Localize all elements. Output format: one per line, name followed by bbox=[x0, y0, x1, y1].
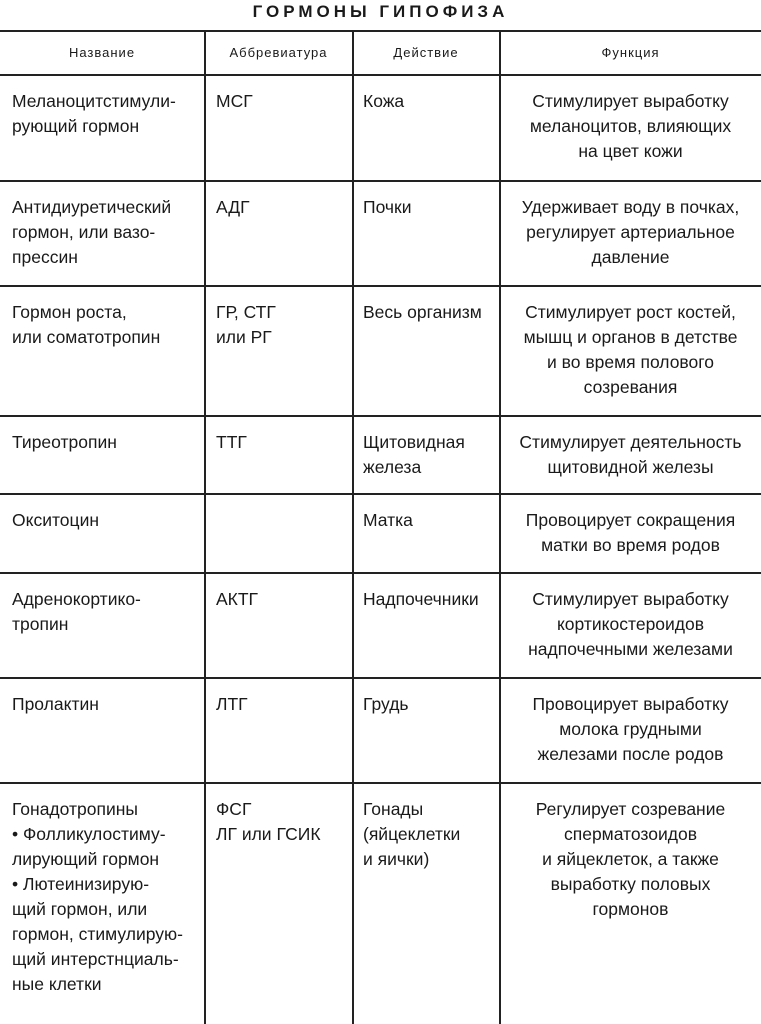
cell-name: Тиреотропин bbox=[12, 432, 117, 452]
cell-function: Провоцирует выработку молока грудными железами после родов bbox=[532, 694, 729, 764]
cell-function: Стимулирует выработку кортикостероидов надпочечными железами bbox=[528, 589, 733, 659]
page-title: ГОРМОНЫ ГИПОФИЗА bbox=[252, 2, 509, 21]
cell-action: Почки bbox=[363, 197, 412, 217]
header-name: Название bbox=[68, 44, 136, 60]
header-function: Функция bbox=[601, 44, 660, 60]
cell-name: Адренокортико- тропин bbox=[12, 589, 141, 634]
cell-name: Антидиуретический гормон, или вазо- прессин bbox=[12, 197, 172, 267]
row-divider bbox=[0, 782, 761, 784]
cell-abbr: АКТГ bbox=[216, 589, 259, 609]
cell-name: Меланоцитстимули- рующий гормон bbox=[12, 91, 176, 136]
cell-action: Весь организм bbox=[363, 302, 482, 322]
cell-action: Кожа bbox=[363, 91, 405, 111]
cell-abbr: ФСГ ЛГ или ГСИК bbox=[216, 799, 321, 844]
row-divider bbox=[0, 572, 761, 574]
cell-function: Стимулирует деятельность щитовидной железы bbox=[519, 432, 742, 477]
hormones-table bbox=[0, 30, 761, 1024]
cell-name: Окситоцин bbox=[12, 510, 100, 530]
cell-abbr: АДГ bbox=[216, 197, 250, 217]
cell-name: Пролактин bbox=[12, 694, 99, 714]
row-divider bbox=[0, 180, 761, 182]
header-abbr: Аббревиатура bbox=[229, 44, 328, 60]
cell-abbr: ГР, СТГ или РГ bbox=[216, 302, 276, 347]
cell-abbr: МСГ bbox=[216, 91, 253, 111]
row-divider bbox=[0, 285, 761, 287]
header-action: Действие bbox=[393, 44, 459, 60]
cell-action: Щитовидная железа bbox=[363, 432, 465, 477]
row-divider bbox=[0, 677, 761, 679]
cell-function: Стимулирует выработку меланоцитов, влияющих на цвет кожи bbox=[529, 91, 732, 161]
cell-function: Регулирует созревание сперматозоидов и яйцеклеток, а также выработку половых гормонов bbox=[535, 799, 726, 919]
row-divider bbox=[0, 415, 761, 417]
cell-name: Гонадотропины • Фолликулостиму- лирующий гормон • Лютеинизирую- щий гормон, или гормон, стимулирую- щий интерстнциаль- ные клетки bbox=[12, 799, 183, 994]
cell-action: Матка bbox=[363, 510, 413, 530]
cell-action: Гонады (яйцеклетки и яички) bbox=[363, 799, 461, 869]
cell-function: Провоцирует сокращения матки во время родов bbox=[525, 510, 736, 555]
cell-action: Грудь bbox=[363, 694, 409, 714]
cell-abbr: ЛТГ bbox=[216, 694, 248, 714]
cell-function: Удерживает воду в почках, регулирует артериальное давление bbox=[521, 197, 740, 267]
cell-action: Надпочечники bbox=[363, 589, 479, 609]
cell-name: Гормон роста, или соматотропин bbox=[12, 302, 161, 347]
cell-abbr: ТТГ bbox=[216, 432, 247, 452]
cell-function: Стимулирует рост костей, мышц и органов в детстве и во время полового созревания bbox=[523, 302, 738, 397]
row-divider bbox=[0, 74, 761, 76]
row-divider bbox=[0, 493, 761, 495]
